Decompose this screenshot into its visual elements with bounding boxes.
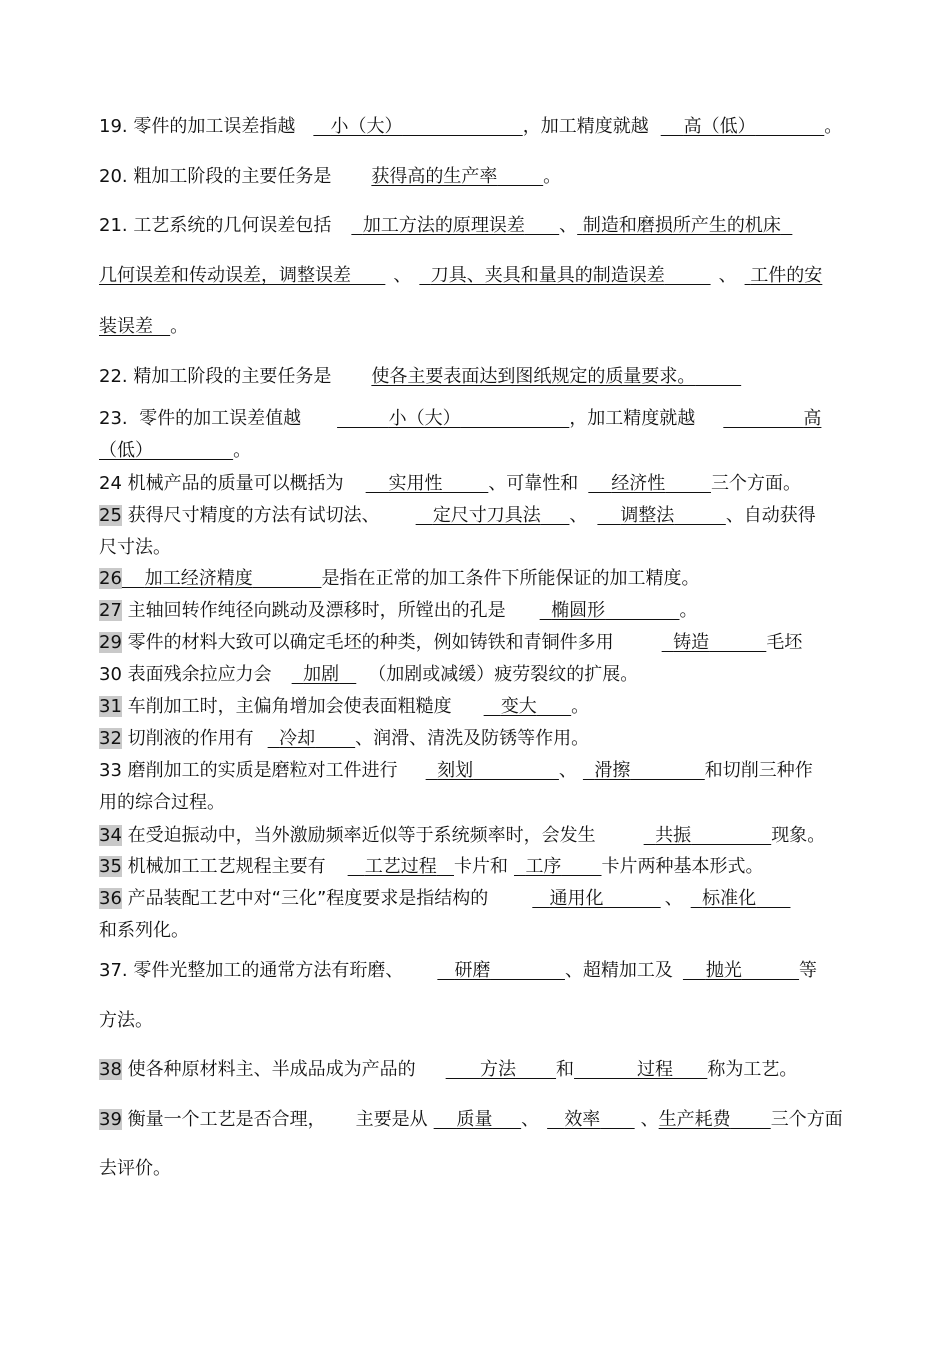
answer-blank: 共振 — [655, 825, 692, 846]
question-27: 27 主轴回转作纯径向跳动及漂移时，所镗出的孔是 椭圆形 。 — [99, 600, 698, 621]
question-25-line2: 尺寸法。 — [99, 537, 171, 558]
question-39-line2: 去评价。 — [99, 1158, 171, 1179]
answer-blank: 加剧 — [303, 664, 340, 685]
answer-blank: 获得高的生产率 — [371, 166, 498, 187]
answer-blank: 工件的安 — [750, 265, 823, 286]
answer-blank: 小（大） — [330, 116, 403, 137]
answer-blank: 工序 — [525, 856, 562, 877]
question-33: 33 磨削加工的实质是磨粒对工件进行 刻划 、 滑擦 和切削三种作 — [99, 760, 813, 781]
answer-blank: 小（大） — [388, 408, 461, 429]
question-31: 31 车削加工时，主偏角增加会使表面粗糙度 变大 。 — [99, 696, 590, 717]
answer-blank: 效率 — [564, 1109, 601, 1130]
question-38: 38 使各种原材料主、半成品成为产品的 方法 和 过程 称为工艺。 — [99, 1059, 798, 1080]
answer-blank: （低） — [99, 440, 153, 461]
question-29: 29 零件的材料大致可以确定毛坯的种类，例如铸铁和青铜件多用 铸造 毛坯 — [99, 632, 803, 653]
question-20: 20. 粗加工阶段的主要任务是 获得高的生产率 。 — [99, 166, 562, 187]
question-39: 39 衡量一个工艺是否合理， 主要是从 质量 、 效率 、生产耗费 三个方面 — [99, 1109, 843, 1130]
question-21-line2: 几何误差和传动误差，调整误差 、 刀具、夹具和量具的制造误差 、 工件的安 — [99, 265, 823, 286]
answer-blank: 加工经济精度 — [144, 568, 253, 589]
answer-blank: 实用性 — [388, 473, 443, 494]
question-number-highlight: 36 — [99, 888, 122, 909]
answer-blank: 工艺过程 — [364, 856, 437, 877]
question-number-highlight: 29 — [99, 632, 122, 653]
answer-blank: 通用化 — [549, 888, 604, 909]
question-number-highlight: 26 — [99, 568, 122, 589]
question-33-line2: 用的综合过程。 — [99, 792, 225, 813]
answer-blank: 过程 — [637, 1059, 673, 1080]
answer-blank: 生产耗费 — [658, 1109, 731, 1130]
answer-blank: 使各主要表面达到图纸规定的质量要求。 — [371, 366, 696, 387]
question-24: 24 机械产品的质量可以概括为 实用性 、可靠性和 经济性 三个方面。 — [99, 473, 801, 494]
question-30: 30 表面残余拉应力会 加剧 （加剧或减缓）疲劳裂纹的扩展。 — [99, 664, 639, 685]
answer-blank: 高（低） — [683, 116, 756, 137]
answer-blank: 滑擦 — [594, 760, 631, 781]
answer-blank: 调整法 — [620, 505, 675, 526]
answer-blank: 加工方法的原理误差 — [362, 215, 525, 236]
answer-blank: 标准化 — [702, 888, 757, 909]
question-36: 36 产品装配工艺中对“三化”程度要求是指结构的 通用化 、 标准化 — [99, 888, 790, 910]
question-22: 22. 精加工阶段的主要任务是 使各主要表面达到图纸规定的质量要求。 — [99, 366, 741, 388]
question-19: 19. 零件的加工误差指越 小（大） ，加工精度就越 高（低） 。 — [99, 116, 843, 137]
question-37: 37. 零件光整加工的通常方法有珩磨、 研磨 、超精加工及 抛光 等 — [99, 960, 818, 981]
answer-blank: 冷却 — [279, 728, 316, 749]
question-32: 32 切削液的作用有 冷却 、润滑、清洗及防锈等作用。 — [99, 728, 590, 749]
answer-blank: 装误差 — [99, 316, 153, 337]
answer-blank: 制造和磨损所产生的机床 — [582, 215, 781, 236]
question-number-highlight: 34 — [99, 825, 122, 846]
answer-blank: 高 — [803, 408, 822, 429]
question-25: 25 获得尺寸精度的方法有试切法、 定尺寸刀具法 、 调整法 、自动获得 — [99, 505, 816, 526]
question-23: 23. 零件的加工误差值越 小（大） ，加工精度就越 高 — [99, 408, 822, 429]
question-number-highlight: 25 — [99, 505, 122, 526]
question-26: 26 加工经济精度 是指在正常的加工条件下所能保证的加工精度。 — [99, 568, 700, 589]
question-34: 34 在受迫振动中，当外激励频率近似等于系统频率时，会发生 共振 现象。 — [99, 825, 826, 846]
question-21: 21. 工艺系统的几何误差包括 加工方法的原理误差 、 制造和磨损所产生的机床 — [99, 215, 792, 237]
answer-blank: 刀具、夹具和量具的制造误差 — [430, 265, 665, 286]
answer-blank: 研磨 — [454, 960, 491, 981]
answer-blank: 质量 — [456, 1109, 493, 1130]
question-number-highlight: 31 — [99, 696, 122, 717]
answer-blank: 变大 — [500, 696, 537, 717]
answer-blank: 几何误差和传动误差，调整误差 — [99, 265, 351, 286]
question-number-highlight: 39 — [99, 1109, 122, 1130]
answer-blank: 椭圆形 — [551, 600, 606, 621]
question-number-highlight: 27 — [99, 600, 122, 621]
question-number-highlight: 35 — [99, 856, 122, 877]
question-number-highlight: 38 — [99, 1059, 122, 1080]
question-23-line2: （低） 。 — [99, 440, 252, 461]
question-number-highlight: 32 — [99, 728, 122, 749]
answer-blank: 经济性 — [611, 473, 666, 494]
answer-blank: 定尺寸刀具法 — [432, 505, 541, 526]
answer-blank: 刻划 — [437, 760, 474, 781]
answer-blank: 铸造 — [673, 632, 710, 653]
question-37-line2: 方法。 — [99, 1010, 153, 1031]
question-36-line2: 和系列化。 — [99, 920, 189, 941]
answer-blank: 抛光 — [705, 960, 742, 981]
question-35: 35 机械加工工艺规程主要有 工艺过程 卡片和 工序 卡片两种基本形式。 — [99, 856, 764, 877]
answer-blank: 方法 — [479, 1059, 516, 1080]
question-21-line3: 装误差 。 — [99, 316, 189, 337]
